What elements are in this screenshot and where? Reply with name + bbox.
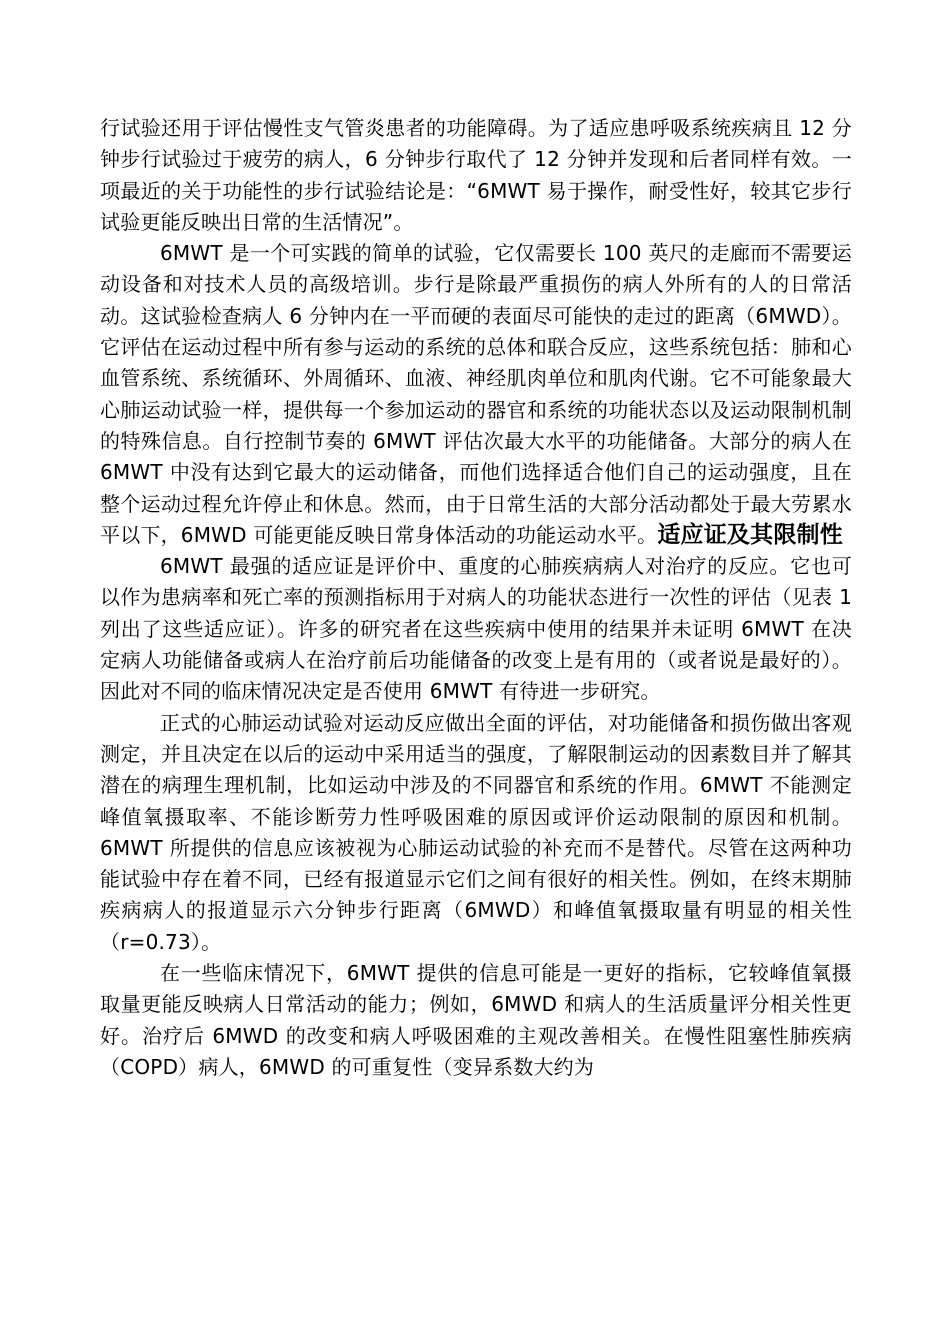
paragraph-2: [100, 238, 852, 551]
paragraph-5: 在一些临床情况下，6MWT 提供的信息可能是一更好的指标，它较峰值氧摄取量更能反映病人日常活动的能力；例如，6MWD 和病人的生活质量评分相关性更好。治疗后 6MWD 的改变和病人呼吸困难的主观改善相关。在慢性阻塞性肺疾病（COPD）病人，6MWD 的可重复性（变异系数大约为: [100, 961, 852, 1079]
document-body: [100, 113, 852, 1083]
paragraph-4: 正式的心肺运动试验对运动反应做出全面的评估，对功能储备和损伤做出客观测定，并且决定在以后的运动中采用适当的强度，了解限制运动的因素数目并了解其潜在的病理生理机制，比如运动中涉及的不同器官和系统的作用。6MWT 不能测定峰值氧摄取率、不能诊断劳力性呼吸困难的原因或评价运动限制的原因和机制。6MWT 所提供的信息应该被视为心肺运动试验的补充而不是替代。尽管在这两种功能试验中存在着不同，已经有报道显示它们之间有很好的相关性。例如，在终末期肺疾病病人的报道显示六分钟步行距离（6MWD）和峰值氧摄取量有明显的相关性（r=0.73）。: [100, 710, 852, 954]
paragraph-1: 行试验还用于评估慢性支气管炎患者的功能障碍。为了适应患呼吸系统疾病且 12 分钟步行试验过于疲劳的病人，6 分钟步行取代了 12 分钟并发现和后者同样有效。一项最近的关于功能性的步行试验结论是：“6MWT 易于操作，耐受性好，较其它步行试验更能反映出日常的生活情况”。: [100, 116, 852, 234]
section-heading: 适应证及其限制性: [657, 521, 843, 548]
paragraph-2-text: 6MWT 是一个可实践的简单的试验，它仅需要长 100 英尺的走廊而不需要运动设备和对技术人员的高级培训。步行是除最严重损伤的病人外所有的人的日常活动。这试验检查病人 6 分钟内在一平而硬的表面尽可能快的走过的距离（6MWD）。它评估在运动过程中所有参与运动的系统的总体和联合反应，这些系统包括：肺和心血管系统、系统循环、外周循环、血液、神经肌肉单位和肌肉代谢。它不可能象最大心肺运动试验一样，提供每一个参加运动的器官和系统的功能状态以及运动限制机制的特殊信息。自行控制节奏的 6MWT 评估次最大水平的功能储备。大部分的病人在 6MWT 中没有达到它最大的运动储备，而他们选择适合他们自己的运动强度，且在整个运动过程允许停止和休息。然而，由于日常生活的大部分活动都处于最大劳累水平以下，6MWD 可能更能反映日常身体活动的功能运动水平。: [100, 241, 852, 547]
paragraph-3: 6MWT 最强的适应证是评价中、重度的心肺疾病病人对治疗的反应。它也可以作为患病率和死亡率的预测指标用于对病人的功能状态进行一次性的评估（见表 1 列出了这些适应证）。许多的研究者在这些疾病中使用的结果并未证明 6MWT 在决定病人功能储备或病人在治疗前后功能储备的改变上是有用的（或者说是最好的）。因此对不同的临床情况决定是否使用 6MWT 有待进一步研究。: [100, 554, 852, 704]
